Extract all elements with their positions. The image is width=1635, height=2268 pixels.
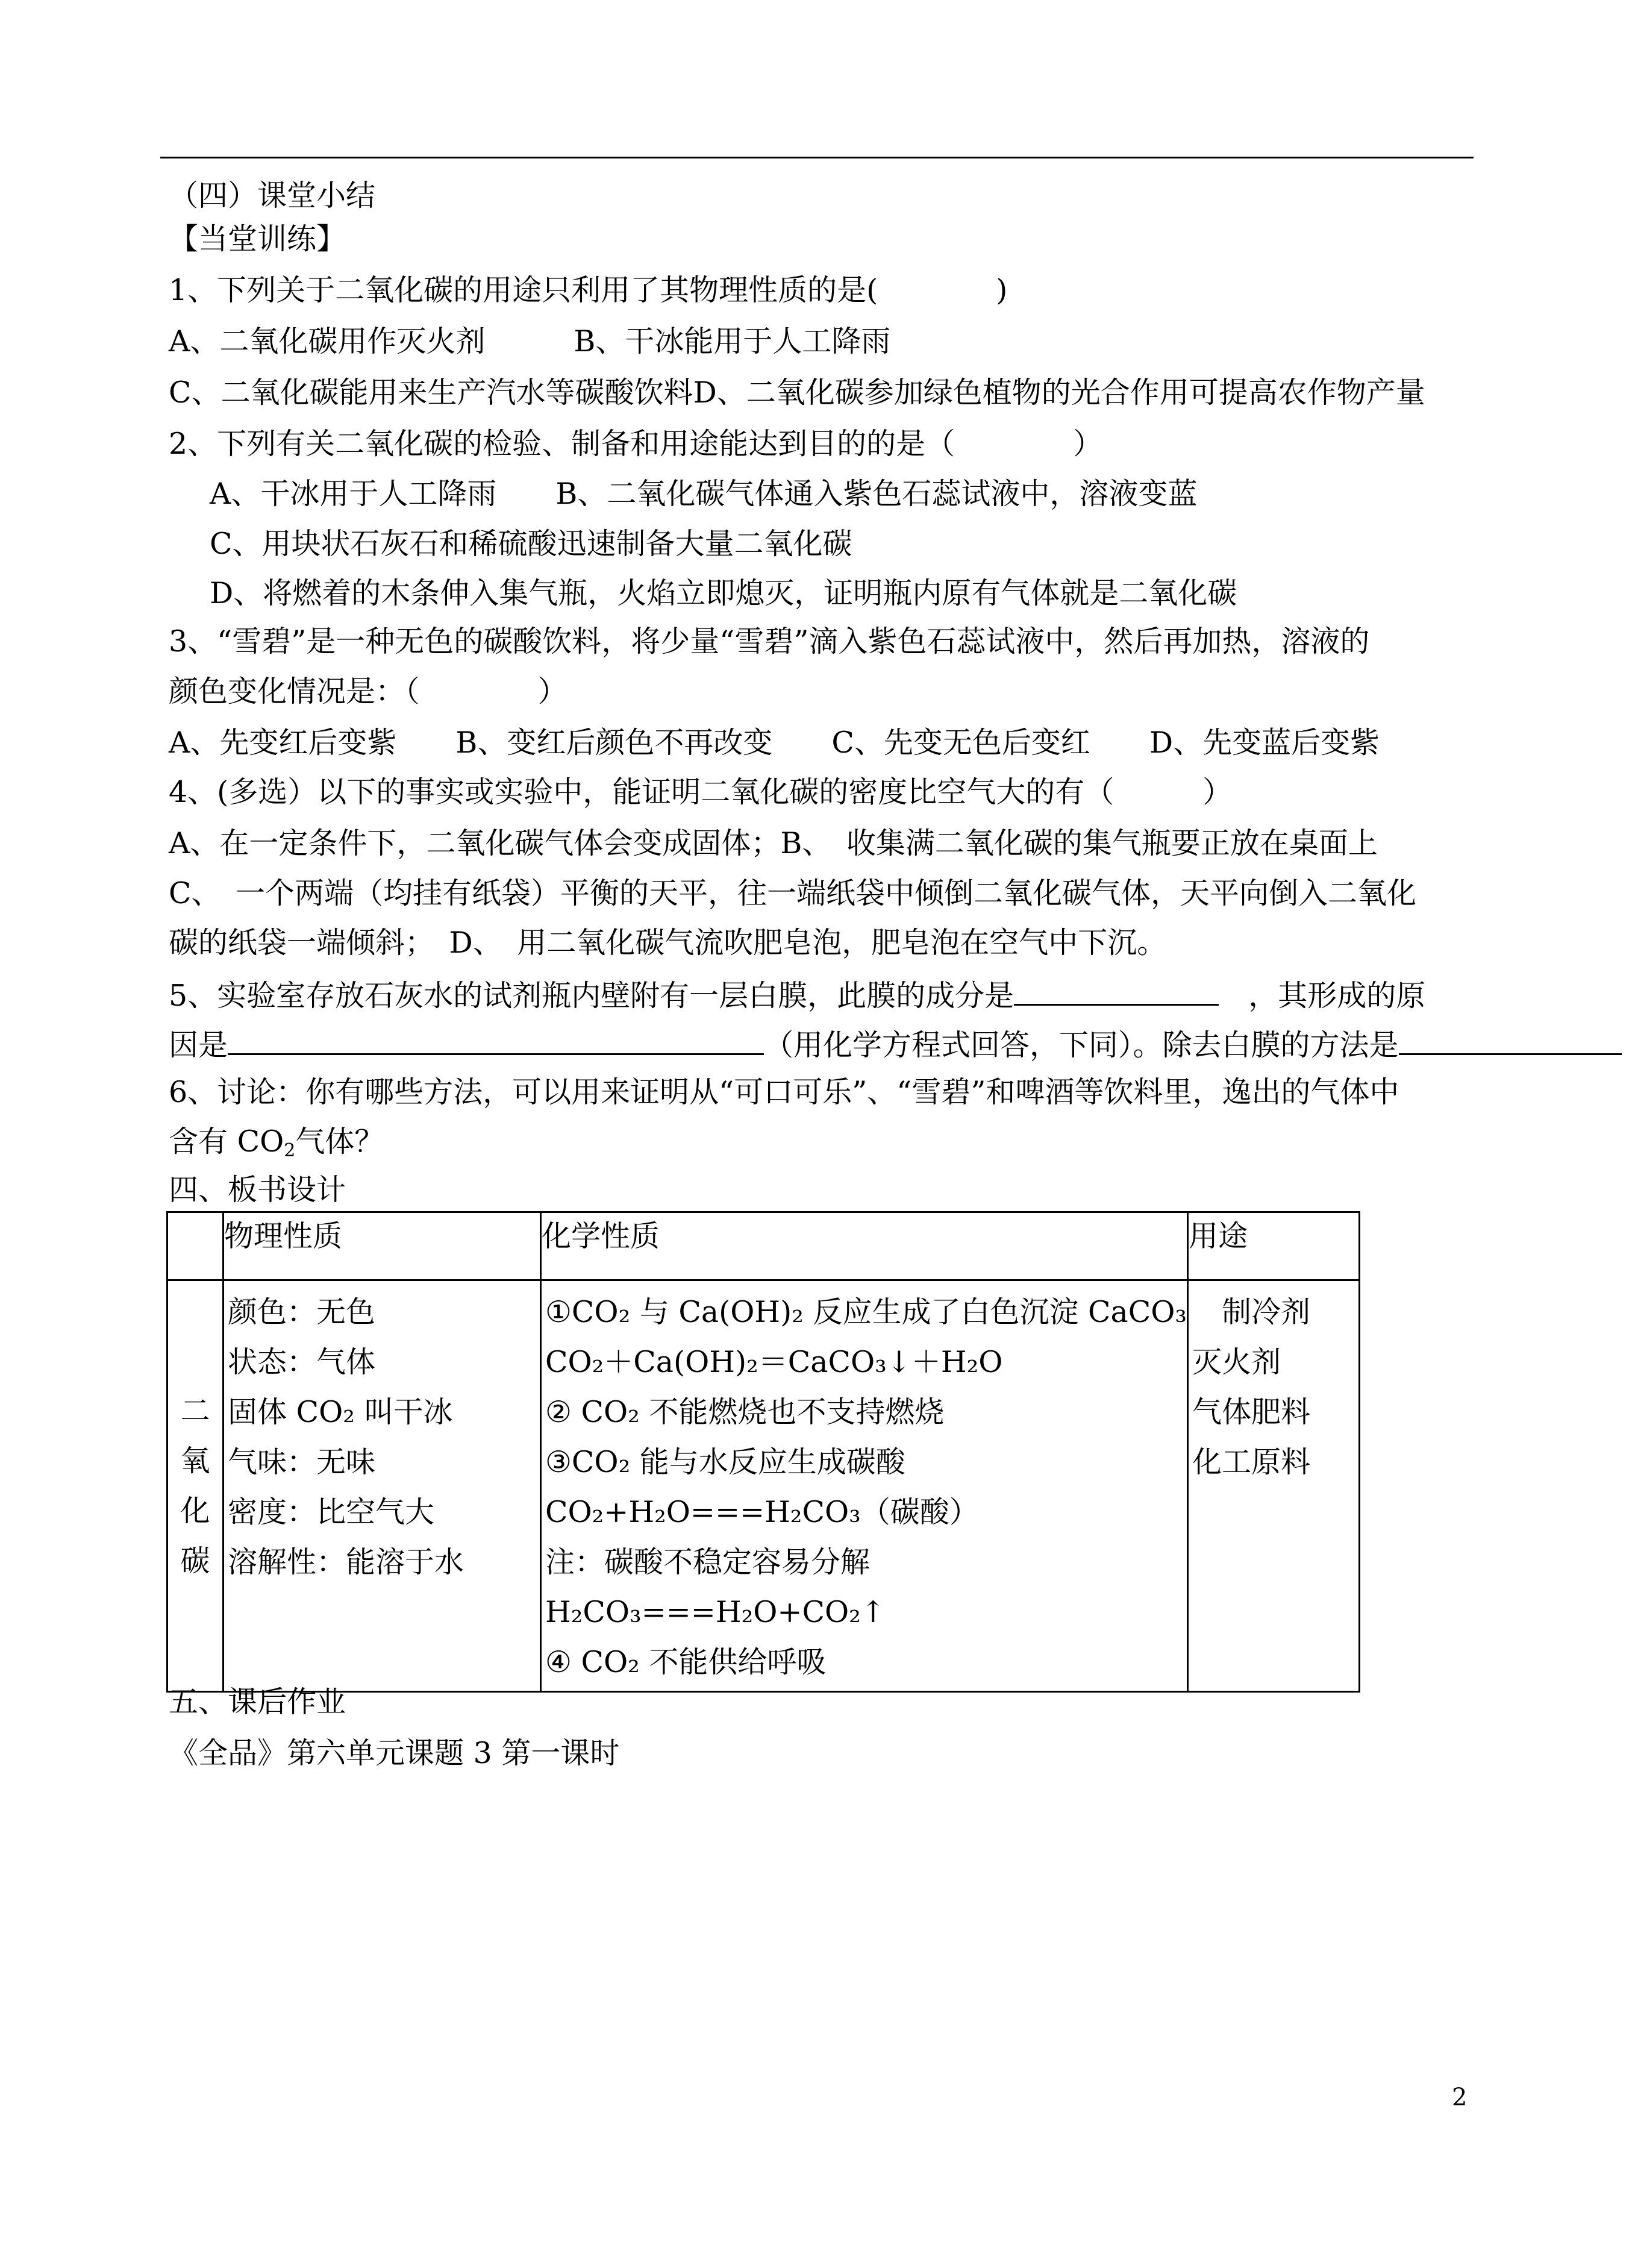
physical-item: 密度：比空气大 — [228, 1495, 435, 1529]
q5-text-3: 因是 — [169, 1028, 228, 1062]
q4-option-c-line2: 碳的纸袋一端倾斜； D、 用二氧化碳气流吹肥皂泡，肥皂泡在空气中下沉。 — [169, 926, 1167, 960]
table-header-physical: 物理性质 — [224, 1212, 541, 1280]
q2-stem: 2、下列有关二氧化碳的检验、制备和用途能达到目的的是（ ） — [169, 427, 1103, 461]
chemical-properties-cell — [541, 1280, 1188, 1692]
q3-stem-line1: 3、“雪碧”是一种无色的碳酸饮料，将少量“雪碧”滴入紫色石蕊试液中，然后再加热，溶液的 — [169, 624, 1370, 659]
q1-options-cd: C、二氧化碳能用来生产汽水等碳酸饮料D、二氧化碳参加绿色植物的光合作用可提高农作物产量 — [169, 375, 1425, 410]
chemical-item: CO₂＋Ca(OH)₂＝CaCO₃↓＋H₂O — [545, 1345, 1003, 1379]
physical-item: 溶解性：能溶于水 — [228, 1545, 464, 1579]
q3-options: A、先变红后变紫 B、变红后颜色不再改变 C、先变无色后变红 D、先变蓝后变紫 — [169, 725, 1380, 760]
side-char: 化 — [180, 1494, 210, 1528]
q2-option-c: C、用块状石灰石和稀硫酸迅速制备大量二氧化碳 — [210, 527, 852, 561]
use-item: 化工原料 — [1192, 1445, 1311, 1479]
board-design-table — [166, 1211, 1360, 1693]
chemical-item: 注：碳酸不稳定容易分解 — [545, 1545, 871, 1579]
q5-answer-blank-3[interactable] — [1399, 1024, 1622, 1055]
chemical-item: ② CO₂ 不能燃烧也不支持燃烧 — [545, 1395, 945, 1429]
use-item: 灭火剂 — [1192, 1345, 1281, 1379]
table-side-label — [167, 1280, 224, 1692]
page-number: 2 — [1452, 2084, 1468, 2111]
table-header-chemical: 化学性质 — [541, 1212, 1188, 1280]
q1-options-ab: A、二氧化碳用作灭火剂 B、干冰能用于人工降雨 — [169, 324, 891, 359]
physical-item: 颜色：无色 — [228, 1295, 376, 1329]
side-char: 氧 — [180, 1444, 210, 1478]
chemical-item: ④ CO₂ 不能供给呼吸 — [545, 1645, 827, 1679]
q5-text-2: ，其形成的原 — [1248, 979, 1426, 1013]
q4-options-ab: A、在一定条件下，二氧化碳气体会变成固体；B、 收集满二氧化碳的集气瓶要正放在桌面上 — [169, 826, 1378, 860]
chemical-item: H₂CO₃===H₂O+CO₂↑ — [545, 1595, 886, 1629]
table-body-row — [167, 1280, 1360, 1692]
table-header-uses: 用途 — [1188, 1212, 1360, 1280]
side-char: 碳 — [180, 1544, 210, 1578]
q4-option-c-line1: C、 一个两端（均挂有纸袋）平衡的天平，往一端纸袋中倾倒二氧化碳气体，天平向倒入二氧化 — [169, 876, 1416, 910]
q2-options-ab: A、干冰用于人工降雨 B、二氧化碳气体通入紫色石蕊试液中，溶液变蓝 — [210, 477, 1198, 511]
header-rule — [160, 157, 1474, 158]
use-item: 气体肥料 — [1192, 1395, 1311, 1429]
chemical-item: CO₂+H₂O===H₂CO₃（碳酸） — [545, 1495, 979, 1529]
q4-stem: 4、(多选）以下的事实或实验中，能证明二氧化碳的密度比空气大的有（ ） — [169, 775, 1233, 809]
q6-line2 — [169, 1124, 384, 1160]
q5-line2 — [169, 1024, 1622, 1064]
side-char: 二 — [180, 1394, 210, 1428]
q6-subscript: 2 — [284, 1140, 296, 1161]
q5-answer-blank-1[interactable] — [1014, 975, 1219, 1006]
use-item: 制冷剂 — [1192, 1295, 1311, 1329]
table-header-row — [167, 1212, 1360, 1280]
physical-item: 固体 CO₂ 叫干冰 — [228, 1395, 453, 1429]
homework-text: 《全品》第六单元课题 3 第一课时 — [169, 1736, 620, 1770]
homework-heading: 五、课后作业 — [169, 1685, 346, 1719]
q6-text-pre: 含有 CO — [169, 1124, 284, 1159]
q3-stem-line2: 颜色变化情况是：（ ） — [169, 674, 567, 709]
board-design-heading: 四、板书设计 — [169, 1173, 346, 1207]
chemical-item: ①CO₂ 与 Ca(OH)₂ 反应生成了白色沉淀 CaCO₃ — [545, 1295, 1187, 1329]
q2-option-d: D、将燃着的木条伸入集气瓶，火焰立即熄灭，证明瓶内原有气体就是二氧化碳 — [210, 576, 1237, 610]
physical-item: 状态：气体 — [228, 1345, 376, 1379]
table-header-empty — [167, 1212, 224, 1280]
q5-text-1: 5、实验室存放石灰水的试剂瓶内壁附有一层白膜，此膜的成分是 — [169, 979, 1014, 1013]
physical-item: 气味：无味 — [228, 1445, 376, 1479]
practice-heading: 【当堂训练】 — [169, 222, 346, 256]
q5-line1 — [169, 975, 1425, 1014]
uses-cell — [1188, 1280, 1360, 1692]
section-summary-heading: （四）课堂小结 — [169, 178, 376, 213]
q6-text-post: 气体？ — [295, 1124, 384, 1159]
q5-text-4: （用化学方程式回答，下同）。除去白膜的方法是 — [764, 1028, 1399, 1062]
chemical-item: ③CO₂ 能与水反应生成碳酸 — [545, 1445, 905, 1479]
q5-answer-blank-2[interactable] — [228, 1024, 764, 1055]
q6-line1: 6、讨论：你有哪些方法，可以用来证明从“可口可乐”、“雪碧”和啤酒等饮料里，逸出的气体中 — [169, 1075, 1399, 1109]
q1-stem: 1、下列关于二氧化碳的用途只利用了其物理性质的是( ) — [169, 273, 1008, 307]
physical-properties-cell — [224, 1280, 541, 1692]
